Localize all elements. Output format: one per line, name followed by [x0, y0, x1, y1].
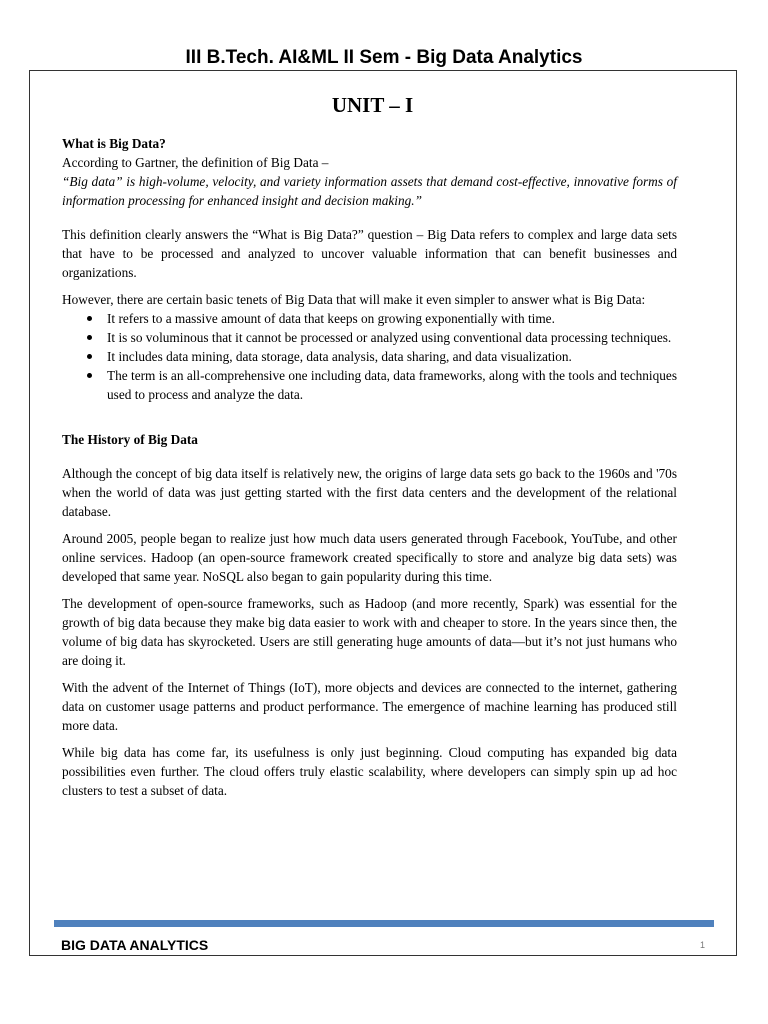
list-item — [107, 366, 677, 404]
gartner-quote: “Big data” is high-volume, velocity, and variety information assets that demand cost-effective, innovative forms of information processing for enhanced insight and decision making.” — [62, 174, 677, 208]
bullet-icon — [87, 316, 92, 321]
history-paragraph: Although the concept of big data itself is relatively new, the origins of large data sets go back to the 1960s and '70s when the world of data was just getting started with the first data centers and the development of the relational database. — [62, 466, 677, 519]
section-heading-history: The History of Big Data — [62, 432, 198, 447]
list-item — [107, 328, 677, 347]
history-paragraph: While big data has come far, its usefulness is only just beginning. Cloud computing has expanded big data possibilities even further. The cloud offers truly elastic scalability, where developers can simply spin up ad hoc clusters to test a subset of data. — [62, 745, 677, 798]
bullet-icon — [87, 335, 92, 340]
definition-paragraph: This definition clearly answers the “What is Big Data?” question – Big Data refers to complex and large data sets that have to be processed and analyzed to uncover valuable information that can benefit businesses and organizations. — [62, 227, 677, 280]
spacer — [62, 210, 677, 225]
spacer — [62, 282, 677, 290]
bullet-icon — [87, 373, 92, 378]
unit-title: UNIT – I — [331, 93, 414, 117]
list-item-text: It includes data mining, data storage, data analysis, data sharing, and data visualization. — [107, 349, 572, 364]
history-paragraph: With the advent of the Internet of Things (IoT), more objects and devices are connected to the internet, gathering data on customer usage patterns and product performance. The emergence of machine learning has produced still more data. — [62, 680, 677, 733]
tenets-list — [62, 309, 677, 404]
document-header-title: III B.Tech. AI&ML II Sem - Big Data Analytics — [185, 47, 583, 68]
bullet-icon — [87, 354, 92, 359]
gartner-intro: According to Gartner, the definition of Big Data – — [62, 155, 329, 170]
spacer — [62, 670, 677, 678]
list-item-text: It refers to a massive amount of data that keeps on growing exponentially with time. — [107, 311, 555, 326]
section-heading-what-is-big-data: What is Big Data? — [62, 136, 166, 151]
footer-label: BIG DATA ANALYTICS — [61, 937, 209, 953]
spacer — [62, 735, 677, 743]
footer-accent-bar — [54, 920, 714, 927]
tenets-paragraph: However, there are certain basic tenets of Big Data that will make it even simpler to answer what is Big Data: — [62, 292, 646, 307]
list-item — [107, 309, 677, 328]
spacer — [62, 586, 677, 594]
spacer — [62, 521, 677, 529]
page-content — [62, 92, 677, 800]
history-paragraph: Around 2005, people began to realize just how much data users generated through Facebook, YouTube, and other online services. Hadoop (an open-source framework created specifically to store and analyze big data sets) was developed that same year. NoSQL also began to gain popularity during this time. — [62, 531, 677, 584]
history-paragraph: The development of open-source frameworks, such as Hadoop (and more recently, Spark) was essential for the growth of big data because they make big data easier to work with and cheaper to store. In the years since then, the volume of big data has skyrocketed. Users are still generating huge amounts of data—but it’s not just humans who are doing it. — [62, 596, 677, 668]
spacer — [62, 404, 677, 430]
list-item-text: The term is an all-comprehensive one including data, data frameworks, along with the tools and techniques used to process and analyze the data. — [107, 368, 677, 402]
page-number: 1 — [700, 940, 706, 950]
spacer — [62, 449, 677, 464]
list-item-text: It is so voluminous that it cannot be processed or analyzed using conventional data processing techniques. — [107, 330, 672, 345]
list-item — [107, 347, 677, 366]
